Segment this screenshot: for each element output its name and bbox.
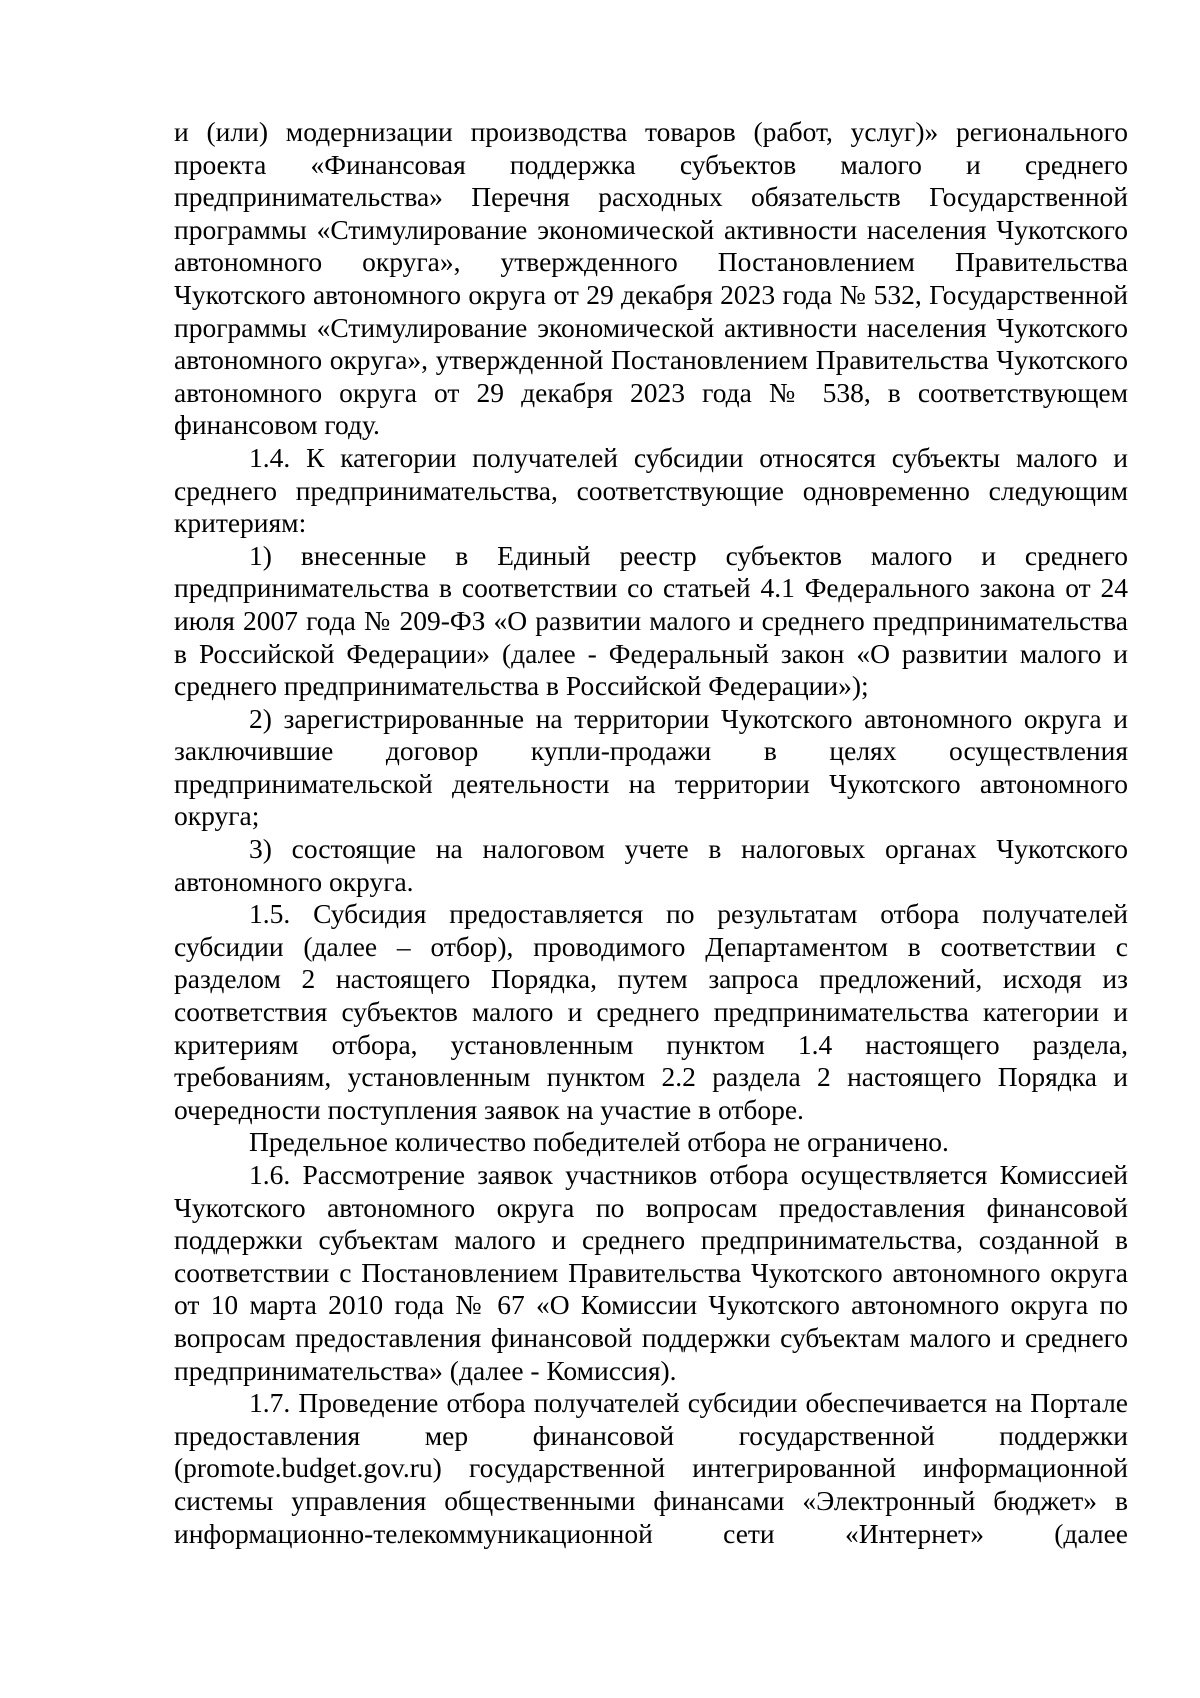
paragraph-continuation: и (или) модернизации производства товаров (работ, услуг)» регионального проекта «Финансовая поддержка субъектов малого и среднего предпринимательства» Перечня расходных обязательств Государственной программы «Стимулирование экономической активности населения Чукотского автономного округа», утвержденного Постановлением Правительства Чукотского автономного округа от 29 декабря 2023 года № 532, Государственной программы «Стимулирование экономической активности населения Чукотского автономного округа», утвержденной Постановлением Правительства Чукотского автономного округа от 29 декабря 2023 года № 538, в соответствующем финансовом году. — [174, 116, 1128, 441]
paragraph-1-4-item-2: 2) зарегистрированные на территории Чукотского автономного округа и заключившие договор купли-продажи в целях осуществления предпринимательской деятельности на территории Чукотского автономного округа; — [174, 702, 1128, 832]
paragraph-1-5: 1.5. Субсидия предоставляется по результатам отбора получателей субсидии (далее – отбор), проводимого Департаментом в соответствии с разделом 2 настоящего Порядка, путем запроса предложений, исходя из соответствия субъектов малого и среднего предпринимательства категории и критериям отбора, установленным пунктом 1.4 настоящего раздела, требованиям, установленным пунктом 2.2 раздела 2 настоящего Порядка и очередности поступления заявок на участие в отборе. — [174, 898, 1128, 1125]
paragraph-1-6: 1.6. Рассмотрение заявок участников отбора осуществляется Комиссией Чукотского автономного округа по вопросам предоставления финансовой поддержки субъектам малого и среднего предпринимательства, созданной в соответствии с Постановлением Правительства Чукотского автономного округа от 10 марта 2010 года № 67 «О Комиссии Чукотского автономного округа по вопросам предоставления финансовой поддержки субъектам малого и среднего предпринимательства» (далее - Комиссия). — [174, 1159, 1128, 1386]
paragraph-1-4-item-1: 1) внесенные в Единый реестр субъектов малого и среднего предпринимательства в соответствии со статьей 4.1 Федерального закона от 24 июля 2007 года № 209-ФЗ «О развитии малого и среднего предпринимательства в Российской Федерации» (далее - Федеральный закон «О развитии малого и среднего предпринимательства в Российской Федерации»); — [174, 539, 1128, 702]
paragraph-1-4: 1.4. К категории получателей субсидии относятся субъекты малого и среднего предпринимательства, соответствующие одновременно следующим критериям: — [174, 441, 1128, 539]
paragraph-1-7: 1.7. Проведение отбора получателей субсидии обеспечивается на Портале предоставления мер финансовой государственной поддержки (promote.budget.gov.ru) государственной интегрированной информационной системы управления общественными финансами «Электронный бюджет» в информационно-телекоммуникационной сети «Интернет» (далее — [174, 1387, 1128, 1549]
paragraph-winners-limit: Предельное количество победителей отбора не ограничено. — [249, 1126, 949, 1158]
paragraph-1-4-item-3: 3) состоящие на налоговом учете в налоговых органах Чукотского автономного округа. — [174, 833, 1128, 897]
document-body — [174, 116, 1128, 1550]
